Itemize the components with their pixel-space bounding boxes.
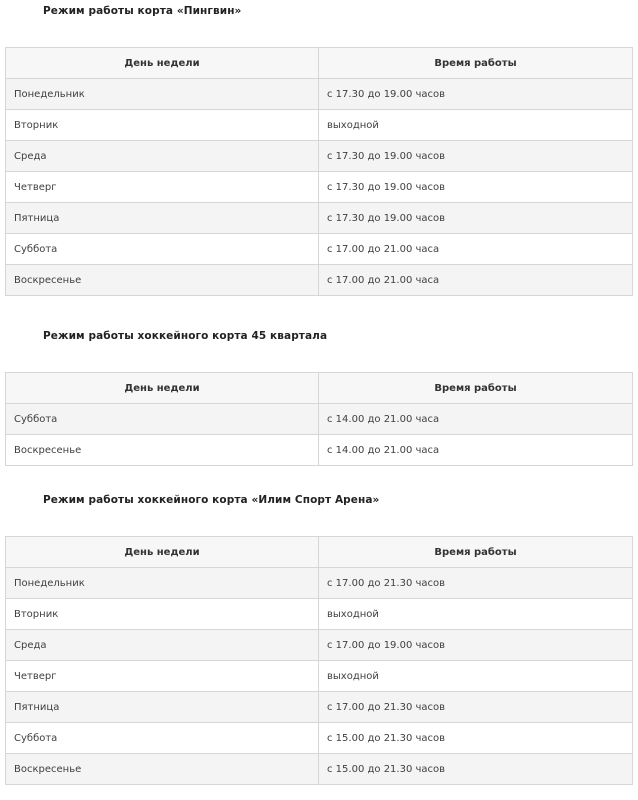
table-row <box>6 692 633 723</box>
schedule-table-45-kvartal <box>5 372 633 466</box>
table-header-row <box>6 48 633 79</box>
time-cell: с 17.30 до 19.00 часов <box>319 172 633 203</box>
time-cell: с 17.30 до 19.00 часов <box>319 79 633 110</box>
time-cell: с 17.00 до 21.00 часа <box>319 265 633 296</box>
time-cell: с 17.00 до 21.30 часов <box>319 692 633 723</box>
time-cell: выходной <box>319 599 633 630</box>
table-header-row <box>6 537 633 568</box>
table-row <box>6 110 633 141</box>
day-cell: Воскресенье <box>6 435 319 466</box>
table-row <box>6 630 633 661</box>
day-cell: Суббота <box>6 404 319 435</box>
table-row <box>6 234 633 265</box>
schedule-table-ilim-sport-arena <box>5 536 633 785</box>
day-cell: Среда <box>6 141 319 172</box>
day-cell: Вторник <box>6 110 319 141</box>
time-cell: с 17.00 до 21.30 часов <box>319 568 633 599</box>
time-cell: с 14.00 до 21.00 часа <box>319 435 633 466</box>
section-title-pingvin: Режим работы корта «Пингвин» <box>43 5 242 17</box>
table-row <box>6 172 633 203</box>
header-day: День недели <box>6 537 319 568</box>
table-row <box>6 141 633 172</box>
day-cell: Вторник <box>6 599 319 630</box>
time-cell: выходной <box>319 110 633 141</box>
schedule-table-pingvin <box>5 47 633 296</box>
day-cell: Четверг <box>6 172 319 203</box>
time-cell: с 17.00 до 19.00 часов <box>319 630 633 661</box>
time-cell: с 17.30 до 19.00 часов <box>319 203 633 234</box>
table-row <box>6 203 633 234</box>
day-cell: Пятница <box>6 203 319 234</box>
table-row <box>6 754 633 785</box>
section-title-ilim-sport-arena: Режим работы хоккейного корта «Илим Спорт Арена» <box>43 494 380 506</box>
day-cell: Пятница <box>6 692 319 723</box>
table-row <box>6 79 633 110</box>
day-cell: Суббота <box>6 723 319 754</box>
day-cell: Среда <box>6 630 319 661</box>
table-row <box>6 404 633 435</box>
time-cell: с 15.00 до 21.30 часов <box>319 754 633 785</box>
header-day: День недели <box>6 373 319 404</box>
table-row <box>6 568 633 599</box>
table-row <box>6 723 633 754</box>
time-cell: с 15.00 до 21.30 часов <box>319 723 633 754</box>
header-time: Время работы <box>319 537 633 568</box>
table-row <box>6 599 633 630</box>
table-header-row <box>6 373 633 404</box>
day-cell: Четверг <box>6 661 319 692</box>
time-cell: выходной <box>319 661 633 692</box>
day-cell: Воскресенье <box>6 265 319 296</box>
time-cell: с 17.30 до 19.00 часов <box>319 141 633 172</box>
table-row <box>6 661 633 692</box>
day-cell: Понедельник <box>6 568 319 599</box>
day-cell: Понедельник <box>6 79 319 110</box>
time-cell: с 17.00 до 21.00 часа <box>319 234 633 265</box>
section-title-45-kvartal: Режим работы хоккейного корта 45 квартала <box>43 330 328 342</box>
time-cell: с 14.00 до 21.00 часа <box>319 404 633 435</box>
table-row <box>6 435 633 466</box>
day-cell: Воскресенье <box>6 754 319 785</box>
table-row <box>6 265 633 296</box>
header-time: Время работы <box>319 373 633 404</box>
day-cell: Суббота <box>6 234 319 265</box>
header-time: Время работы <box>319 48 633 79</box>
header-day: День недели <box>6 48 319 79</box>
